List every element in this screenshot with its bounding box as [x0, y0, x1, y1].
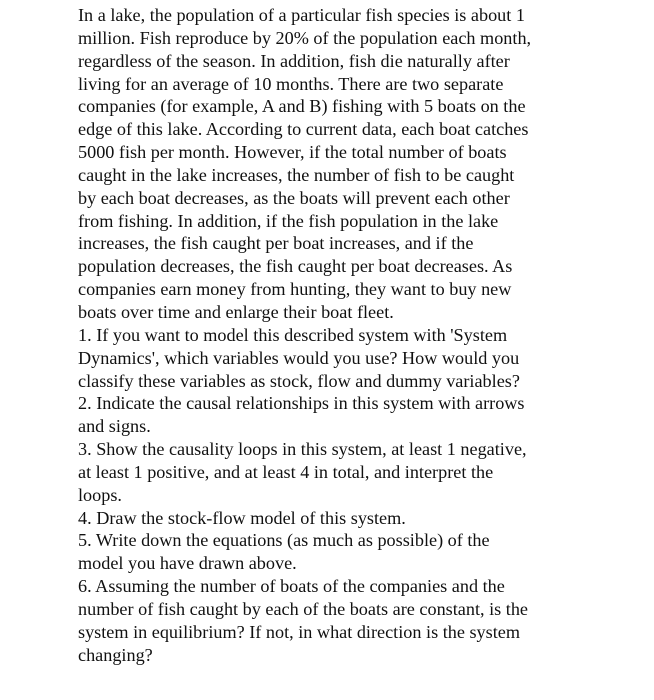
- question-3-line: 3. Show the causality loops in this system, at least 1 negative,: [78, 439, 527, 460]
- text-line: caught in the lake increases, the number of fish to be caught: [78, 164, 515, 185]
- text-line: In a lake, the population of a particular fish species is about 1: [78, 5, 525, 25]
- question-4-line: 4. Draw the stock-flow model of this system.: [78, 507, 406, 528]
- text-line: boats over time and enlarge their boat fleet.: [78, 301, 394, 322]
- question-2-line: 2. Indicate the causal relationships in this system with arrows: [78, 393, 525, 414]
- text-line: edge of this lake. According to current data, each boat catches: [78, 119, 529, 140]
- text-line: 5000 fish per month. However, if the total number of boats: [78, 142, 507, 163]
- question-6-line: number of fish caught by each of the boats are constant, is the: [78, 598, 528, 619]
- text-line: increases, the fish caught per boat increases, and if the: [78, 233, 474, 254]
- text-line: living for an average of 10 months. There are two separate: [78, 73, 504, 94]
- question-6-line: system in equilibrium? If not, in what direction is the system: [78, 621, 520, 642]
- text-line: million. Fish reproduce by 20% of the population each month,: [78, 27, 532, 48]
- problem-text-block: [78, 4, 588, 666]
- question-3-line: at least 1 positive, and at least 4 in total, and interpret the: [78, 461, 494, 482]
- question-2-line: and signs.: [78, 416, 151, 437]
- question-6-line: 6. Assuming the number of boats of the companies and the: [78, 576, 505, 597]
- question-5-line: model you have drawn above.: [78, 553, 297, 574]
- question-1-line: classify these variables as stock, flow and dummy variables?: [78, 370, 520, 391]
- question-1-line: 1. If you want to model this described system with 'System: [78, 324, 508, 345]
- text-line: from fishing. In addition, if the fish population in the lake: [78, 210, 499, 231]
- text-line: companies earn money from hunting, they want to buy new: [78, 279, 512, 300]
- question-5-line: 5. Write down the equations (as much as possible) of the: [78, 530, 490, 551]
- question-6-line: changing?: [78, 644, 153, 665]
- text-line: regardless of the season. In addition, fish die naturally after: [78, 50, 510, 71]
- question-1-line: Dynamics', which variables would you use? How would you: [78, 347, 520, 368]
- question-3-line: loops.: [78, 484, 122, 505]
- text-line: companies (for example, A and B) fishing with 5 boats on the: [78, 96, 526, 117]
- text-line: population decreases, the fish caught per boat decreases. As: [78, 256, 513, 277]
- text-line: by each boat decreases, as the boats will prevent each other: [78, 187, 510, 208]
